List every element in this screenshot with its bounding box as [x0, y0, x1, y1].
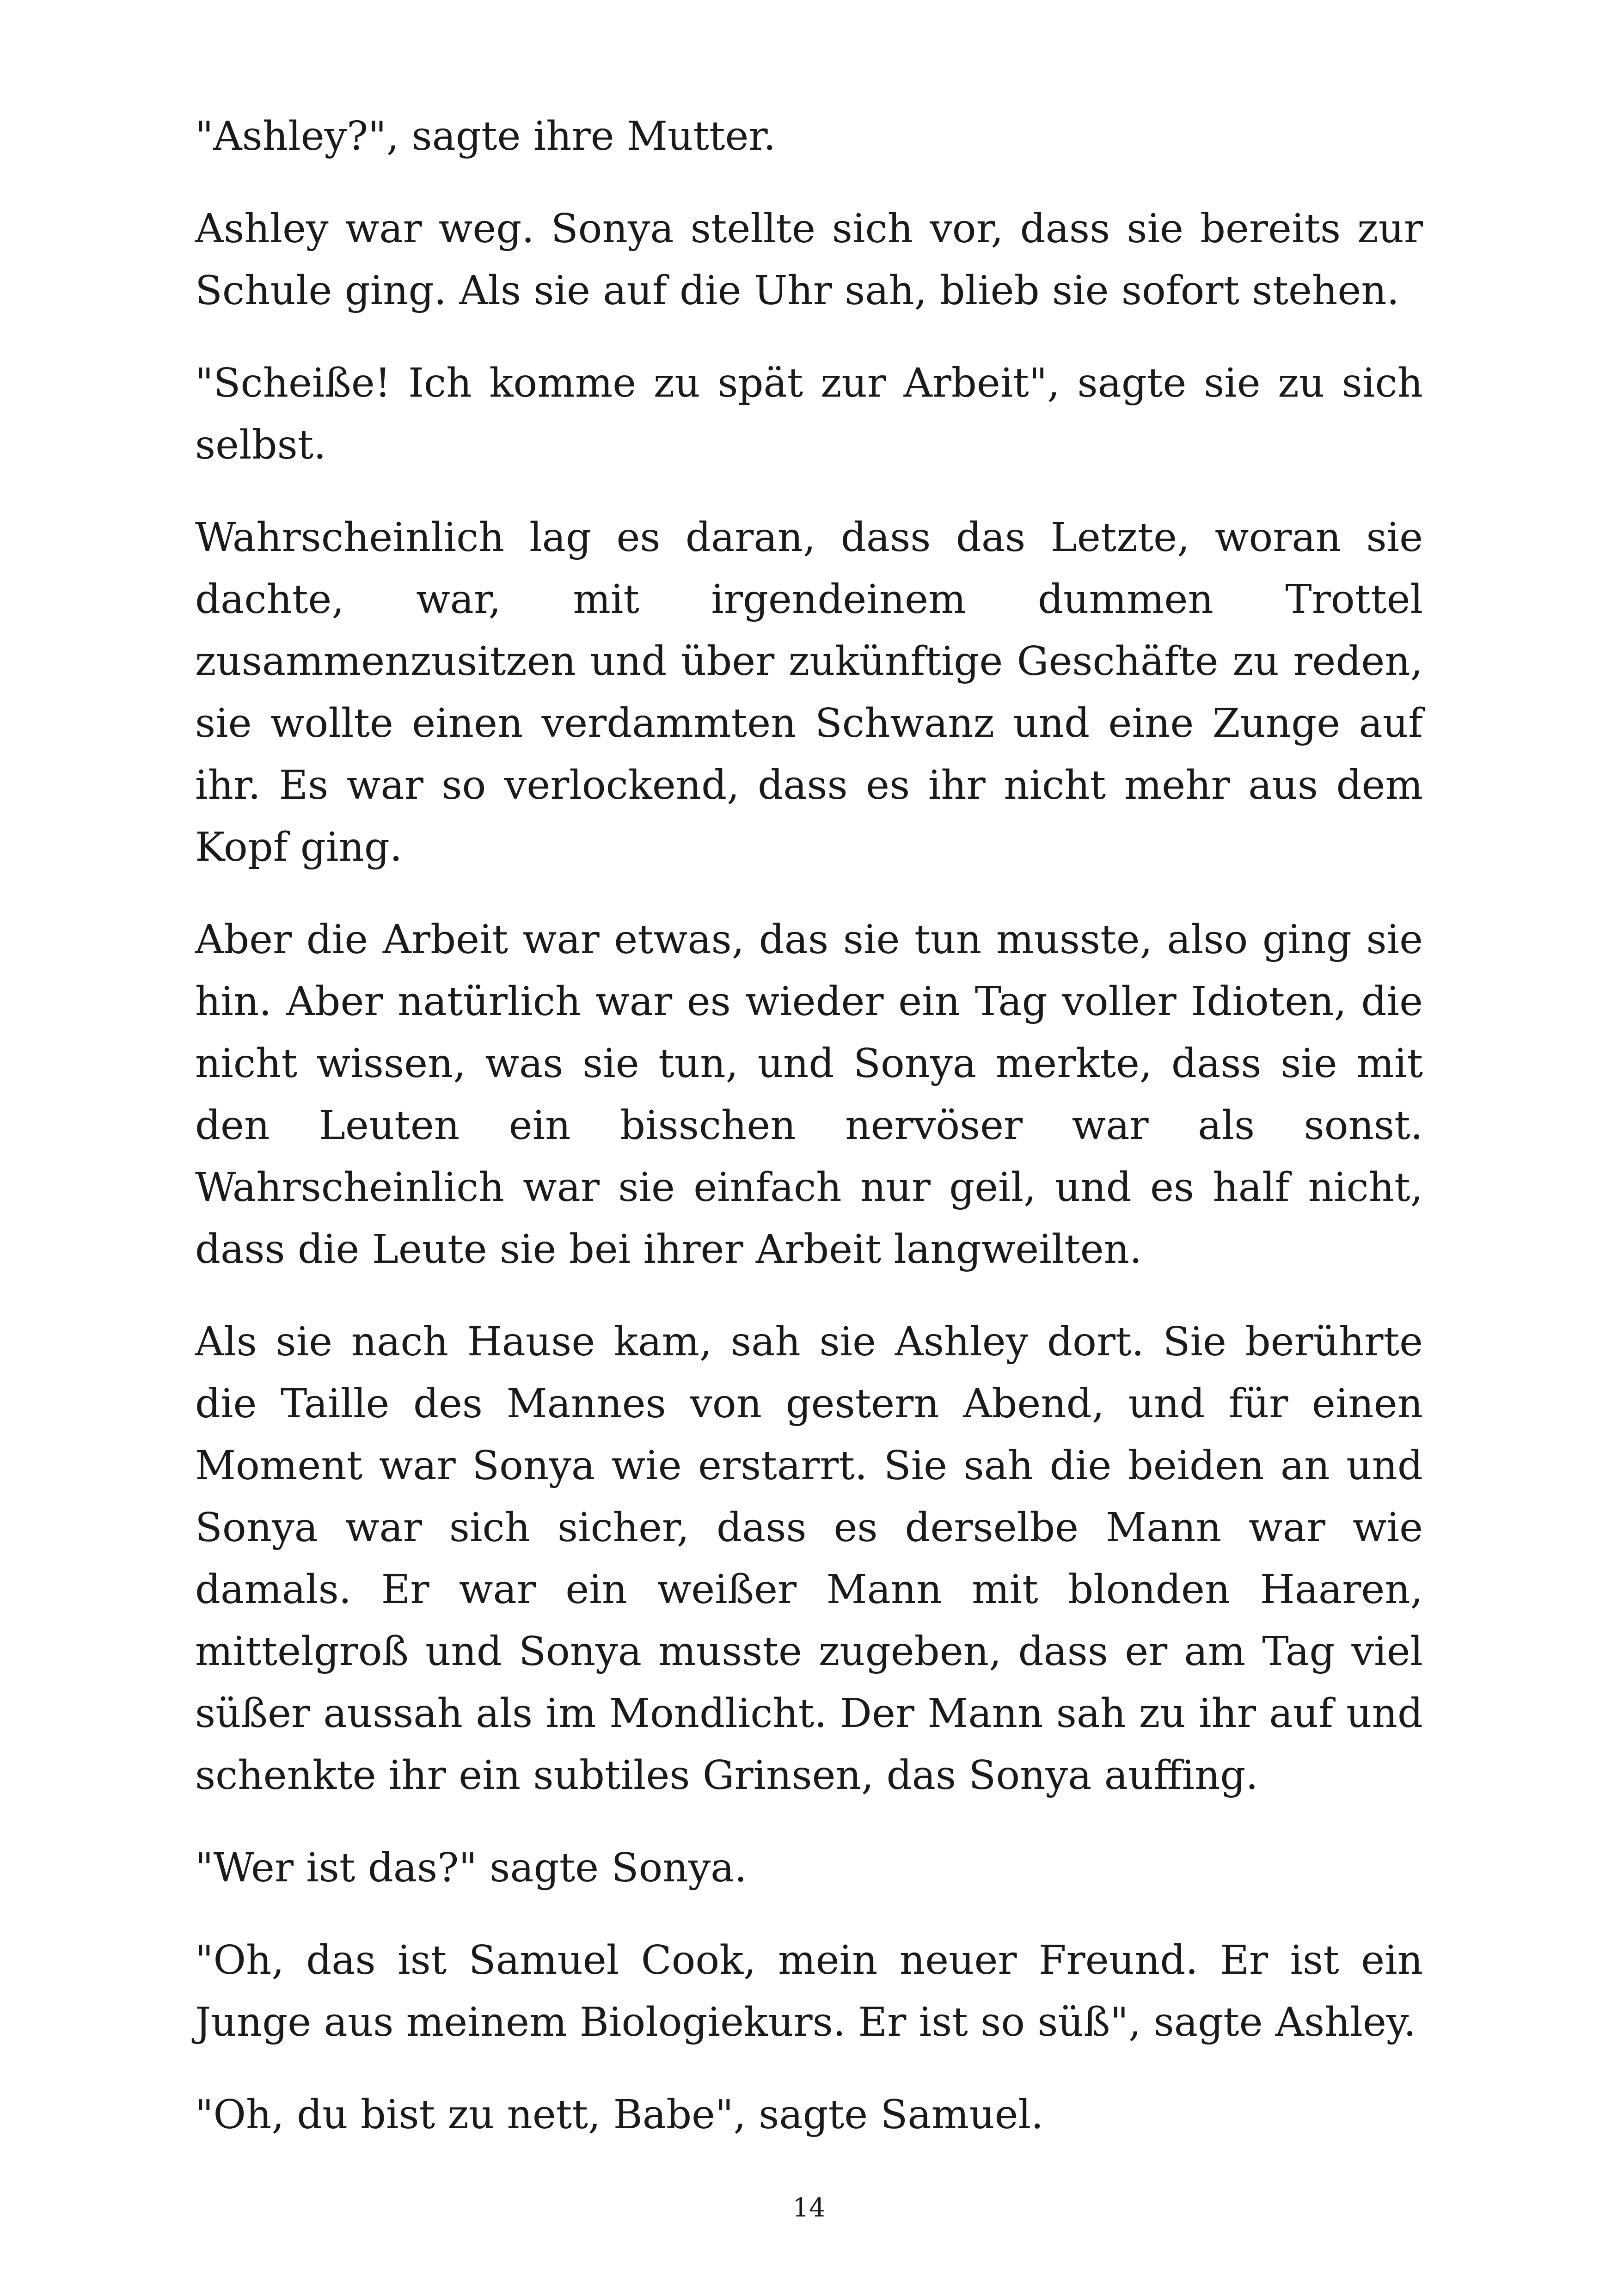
page-number: 14	[792, 2193, 826, 2223]
paragraph: Aber die Arbeit war etwas, das sie tun musste, also ging sie hin. Aber natürlich war es wieder ein Tag voller Idioten, die nicht wissen, was sie tun, und Sonya merkte, dass sie mit den Leuten ein bisschen nervöser war als sonst. Wahrscheinlich war sie einfach nur geil, und es half nicht, dass die Leute sie bei ihrer Arbeit langweilten.	[195, 917, 1423, 1273]
paragraph: Ashley war weg. Sonya stellte sich vor, dass sie bereits zur Schule ging. Als sie auf die Uhr sah, blieb sie sofort stehen.	[195, 206, 1423, 314]
body-text	[195, 105, 1423, 2176]
paragraph: Wahrscheinlich lag es daran, dass das Letzte, woran sie dachte, war, mit irgendeinem dummen Trottel zusammenzusitzen und über zukünftige Geschäfte zu reden, sie wollte einen verdammten Schwanz und eine Zunge auf ihr. Es war so verlockend, dass es ihr nicht mehr aus dem Kopf ging.	[195, 514, 1423, 870]
paragraph: "Ashley?", sagte ihre Mutter.	[195, 113, 776, 159]
paragraph: "Oh, du bist zu nett, Babe", sagte Samuel.	[195, 2092, 1044, 2138]
paragraph: "Scheiße! Ich komme zu spät zur Arbeit", sagte sie zu sich selbst.	[195, 360, 1423, 468]
paragraph: "Wer ist das?" sagte Sonya.	[195, 1845, 747, 1891]
paragraph: "Oh, das ist Samuel Cook, mein neuer Freund. Er ist ein Junge aus meinem Biologiekurs. Er ist so süß", sagte Ashley.	[195, 1937, 1423, 2045]
paragraph: Als sie nach Hause kam, sah sie Ashley dort. Sie berührte die Taille des Mannes von gestern Abend, und für einen Moment war Sonya wie erstarrt. Sie sah die beiden an und Sonya war sich sicher, dass es derselbe Mann war wie damals. Er war ein weißer Mann mit blonden Haaren, mittelgroß und Sonya musste zugeben, dass er am Tag viel süßer aussah als im Mondlicht. Der Mann sah zu ihr auf und schenkte ihr ein subtiles Grinsen, das Sonya auffing.	[195, 1319, 1423, 1799]
